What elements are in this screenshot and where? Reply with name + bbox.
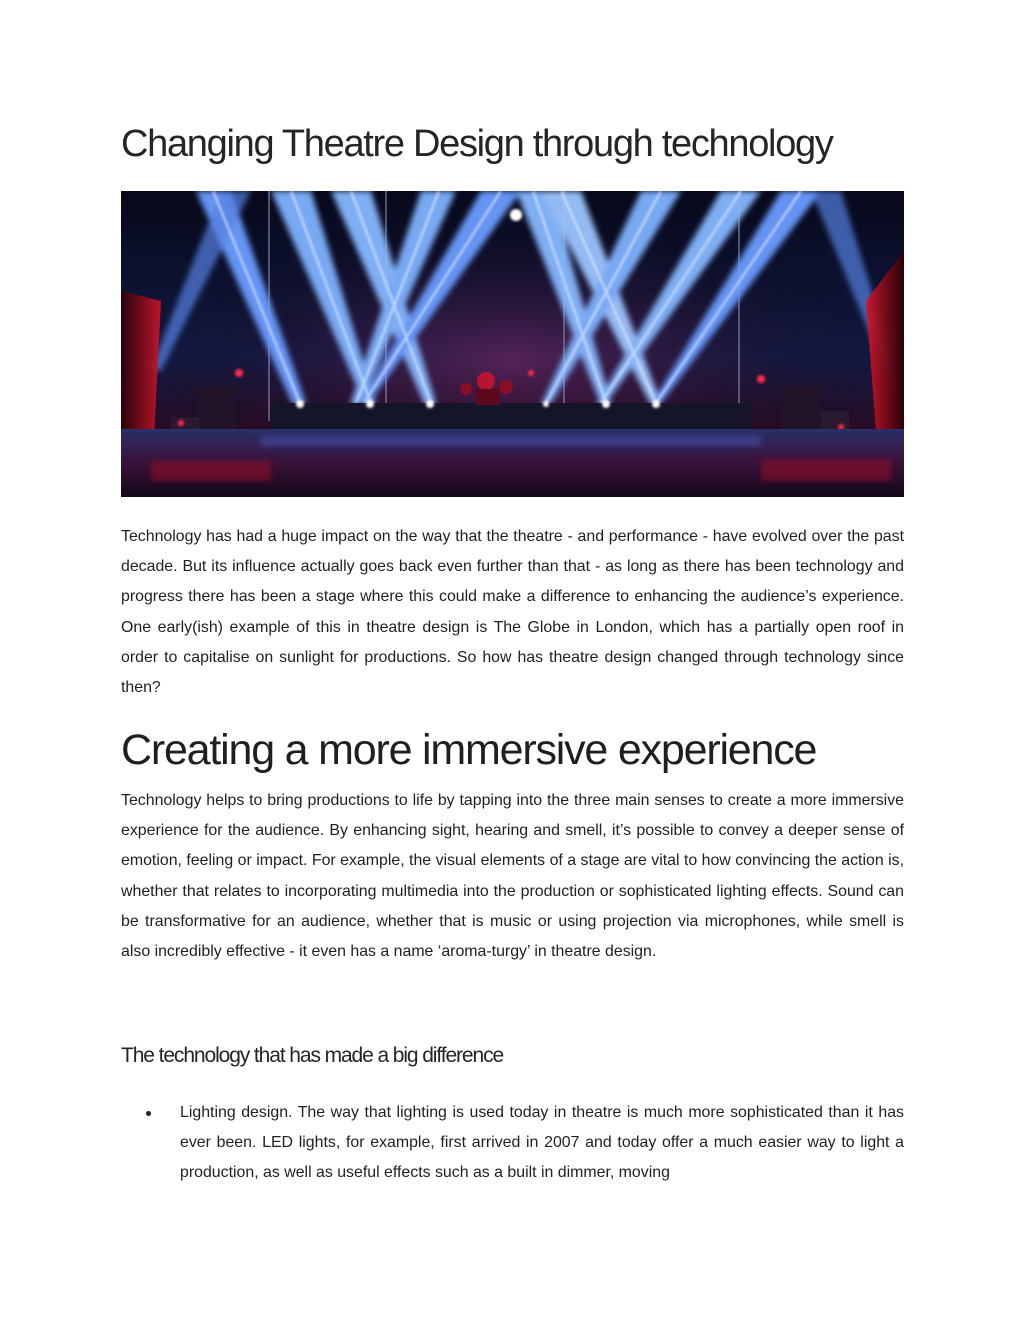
list-item-text: Lighting design. The way that lighting is used today in theatre is much more sophisticated than it has ever been. LED lights, for example, first arrived in 2007 and today offer a much easier way to light a production, as well as useful effects such as a built in dimmer, moving <box>180 1104 904 1182</box>
page-title: Changing Theatre Design through technology <box>121 123 833 165</box>
intro-paragraph: Technology has had a huge impact on the way that the theatre - and performance - have evolved over the past decade. But its influence actually goes back even further than that - as long as there has been technology and progress there has been a stage where this could make a difference to enhancing the audience’s experience. One early(ish) example of this in theatre design is The Globe in London, which has a partially open roof in order to capitalise on sunlight for productions. So how has theatre design changed through technology since then? <box>121 528 904 697</box>
technology-list <box>121 1098 904 1189</box>
section-heading: Creating a more immersive experience <box>121 726 817 774</box>
subheading: The technology that has made a big difference <box>121 1044 504 1067</box>
list-item <box>121 1098 904 1189</box>
bullet-icon <box>146 1111 151 1116</box>
section-paragraph: Technology helps to bring productions to life by tapping into the three main senses to create a more immersive experience for the audience. By enhancing sight, hearing and smell, it’s possible to convey a deeper sense of emotion, feeling or impact. For example, the visual elements of a stage are vital to how convincing the action is, whether that relates to incorporating multimedia into the production or sophisticated lighting effects. Sound can be transformative for an audience, whether that is music or using projection via microphones, while smell is also incredibly effective - it even has a name ‘aroma-turgy’ in theatre design. <box>121 792 904 961</box>
hero-image <box>121 191 904 497</box>
stage-lighting-illustration <box>121 191 904 497</box>
